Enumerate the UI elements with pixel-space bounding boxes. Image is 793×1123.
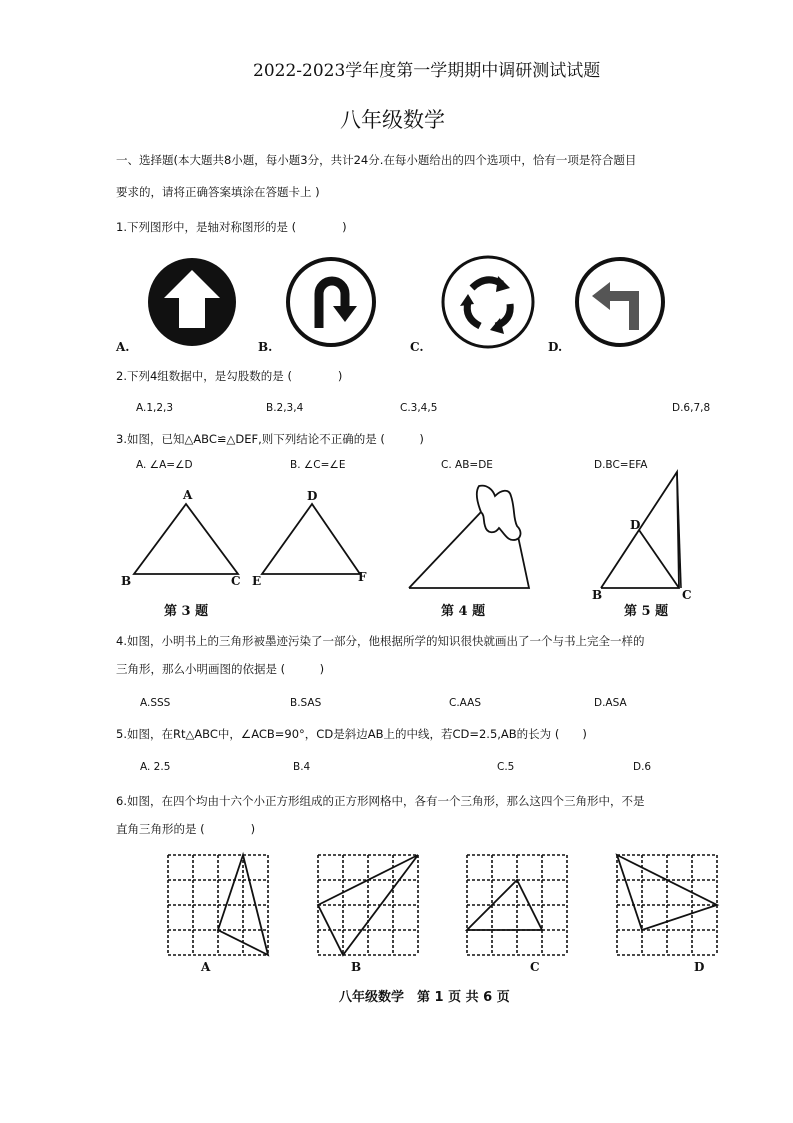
fig5-label-d: D — [630, 518, 641, 532]
q4-stem-line1: 4.如图，小明书上的三角形被墨迹污染了一部分，他根据所学的知识很快就画出了一个与书上完全一样的 — [116, 634, 645, 648]
q6-option-a[interactable]: A — [201, 960, 211, 974]
q5-option-d[interactable]: D.6 — [633, 761, 652, 773]
q6-stem-line2: 直角三角形的是 ( ) — [116, 822, 256, 836]
q5-stem: 5.如图，在Rt△ABC中，∠ACB=90°，CD是斜边AB上的中线，若CD=2.5,AB的长为 ( ) — [116, 727, 587, 741]
q1-option-a[interactable]: A. — [116, 340, 130, 354]
q4-option-a[interactable]: A.SSS — [140, 697, 171, 709]
q4-option-b[interactable]: B.SAS — [290, 697, 322, 709]
q3-option-d[interactable]: D.BC=EFA — [594, 459, 648, 471]
fig3-triangle-def — [250, 490, 375, 590]
q6-grid-c — [464, 852, 570, 956]
q6-stem-line1: 6.如图，在四个均由十六个小正方形组成的正方形网格中，各有一个三角形，那么这四个三角形中，不是 — [116, 794, 645, 808]
q3-option-c[interactable]: C. AB=DE — [441, 459, 493, 471]
section-intro-line1: 一、选择题(本大题共8小题，每小题3分，共计24分.在每小题给出的四个选项中，恰有一项是符合题目 — [116, 153, 637, 167]
q1-icon-d — [574, 256, 666, 348]
q5-option-c[interactable]: C.5 — [497, 761, 515, 773]
q2-option-c[interactable]: C.3,4,5 — [400, 402, 438, 414]
fig3-label-a: A — [183, 488, 193, 502]
q3-option-a[interactable]: A. ∠A=∠D — [136, 459, 193, 471]
fig4-ink-stained-triangle — [405, 482, 535, 592]
q4-option-c[interactable]: C.AAS — [449, 697, 481, 709]
q1-option-b[interactable]: B. — [258, 340, 273, 354]
q1-option-d[interactable]: D. — [548, 340, 563, 354]
q1-option-c[interactable]: C. — [410, 340, 424, 354]
exam-title: 2022-2023学年度第一学期期中调研测试试题 — [253, 61, 601, 81]
fig5-caption: 第 5 题 — [624, 604, 669, 619]
turn-left-sign-icon — [577, 259, 663, 345]
q2-option-d[interactable]: D.6,7,8 — [672, 402, 711, 414]
fig5-label-c: C — [682, 588, 692, 602]
q2-stem: 2.下列4组数据中，是勾股数的是 ( ) — [116, 369, 343, 383]
fig5-label-b: B — [592, 588, 603, 602]
q6-option-b[interactable]: B — [351, 960, 362, 974]
q4-option-d[interactable]: D.ASA — [594, 697, 627, 709]
q4-stem-line2: 三角形，那么小明画图的依据是 ( ) — [116, 662, 325, 676]
q1-icon-c — [440, 254, 536, 350]
q6-grid-d — [614, 852, 720, 956]
circular-arrows-sign-icon — [443, 257, 533, 347]
q3-stem: 3.如图，已知△ABC≌△DEF,则下列结论不正确的是 ( ) — [116, 432, 424, 446]
u-turn-sign-icon — [288, 259, 374, 345]
q3-option-b[interactable]: B. ∠C=∠E — [290, 459, 346, 471]
q6-option-d[interactable]: D — [694, 960, 705, 974]
fig3-label-d: D — [307, 489, 318, 503]
q1-icon-a — [145, 256, 241, 348]
q6-grid-a — [165, 852, 271, 956]
fig3-label-e: E — [252, 574, 262, 588]
fig3-caption: 第 3 题 — [164, 604, 209, 619]
fig4-caption: 第 4 题 — [441, 604, 486, 619]
fig5-right-triangle — [595, 470, 690, 595]
q6-grid-b — [315, 852, 421, 956]
fig3-label-b: B — [121, 574, 132, 588]
q5-option-b[interactable]: B.4 — [293, 761, 311, 773]
q2-option-b[interactable]: B.2,3,4 — [266, 402, 304, 414]
page-footer: 八年级数学 第 1 页 共 6 页 — [339, 990, 510, 1005]
q6-option-c[interactable]: C — [530, 960, 540, 974]
q2-option-a[interactable]: A.1,2,3 — [136, 402, 174, 414]
q5-option-a[interactable]: A. 2.5 — [140, 761, 171, 773]
section-intro-line2: 要求的，请将正确答案填涂在答题卡上 ) — [116, 185, 320, 199]
exam-subject: 八年级数学 — [340, 108, 445, 132]
fig3-label-c: C — [231, 574, 241, 588]
q1-icon-b — [285, 256, 379, 348]
q1-stem: 1.下列图形中，是轴对称图形的是 ( ) — [116, 220, 347, 234]
fig3-label-f: F — [358, 570, 367, 584]
